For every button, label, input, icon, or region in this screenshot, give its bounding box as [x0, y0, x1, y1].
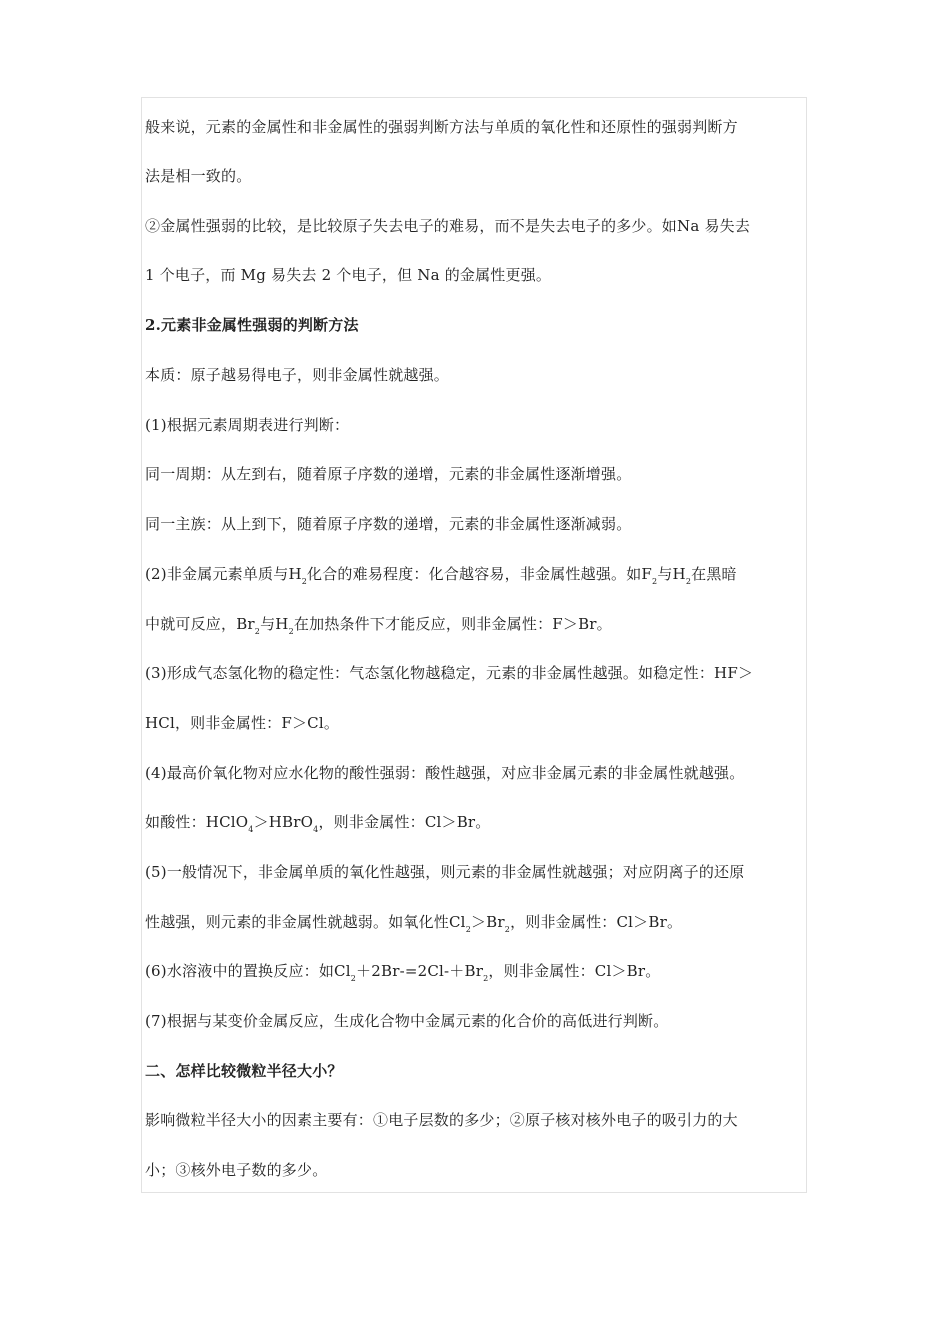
text-line: HCl，则非金属性：F＞Cl。	[145, 714, 340, 732]
text-line: (4)最高价氧化物对应水化物的酸性强弱：酸性越强，对应非金属元素的非金属性就越强。	[145, 764, 745, 782]
text-line: ②金属性强弱的比较，是比较原子失去电子的难易，而不是失去电子的多少。如Na 易失去	[145, 217, 751, 235]
text-line: 般来说，元素的金属性和非金属性的强弱判断方法与单质的氧化性和还原性的强弱判断方	[145, 118, 738, 136]
text-line: 同一主族：从上到下，随着原子序数的递增，元素的非金属性逐渐减弱。	[145, 515, 632, 533]
text-line: 小；③核外电子数的多少。	[145, 1161, 328, 1179]
text-line: 同一周期：从左到右，随着原子序数的递增，元素的非金属性逐渐增强。	[145, 465, 632, 483]
section-heading: 2.元素非金属性强弱的判断方法	[145, 316, 359, 334]
text-line: 1 个电子，而 Mg 易失去 2 个电子，但 Na 的金属性更强。	[145, 266, 552, 284]
section-heading: 二、怎样比较微粒半径大小？	[145, 1062, 343, 1080]
text-line: (1)根据元素周期表进行判断：	[145, 416, 350, 434]
text-line: 中就可反应，$Br_2$与$H_2$在加热条件下才能反应，则非金属性：F＞Br。	[145, 615, 612, 636]
text-line: 本质：原子越易得电子，则非金属性就越强。	[145, 366, 450, 384]
text-line: 性越强，则元素的非金属性就越弱。如氧化性$Cl_2>Br_2$，则非金属性：Cl＞Br。	[145, 913, 683, 934]
text-line: (7)根据与某变价金属反应，生成化合物中金属元素的化合价的高低进行判断。	[145, 1012, 669, 1030]
text-line: 影响微粒半径大小的因素主要有：①电子层数的多少；②原子核对核外电子的吸引力的大	[145, 1111, 738, 1129]
text-line: (6)水溶液中的置换反应：如$Cl_2+2Br-=2Cl-+Br_2$，则非金属性：Cl＞Br。	[145, 962, 661, 983]
text-line: 法是相一致的。	[145, 167, 252, 185]
text-line: (2)非金属元素单质与$H_2$化合的难易程度：化合越容易，非金属性越强。如$F_2$与$H_2$在黑暗	[145, 565, 737, 586]
text-line: (5)一般情况下，非金属单质的氧化性越强，则元素的非金属性就越强；对应阴离子的还原	[145, 863, 745, 881]
text-line: (3)形成气态氢化物的稳定性：气态氢化物越稳定，元素的非金属性越强。如稳定性：HF＞	[145, 664, 754, 682]
text-line: 如酸性：HClO$_4$＞HBrO$_4$，则非金属性：Cl＞Br。	[145, 813, 491, 834]
